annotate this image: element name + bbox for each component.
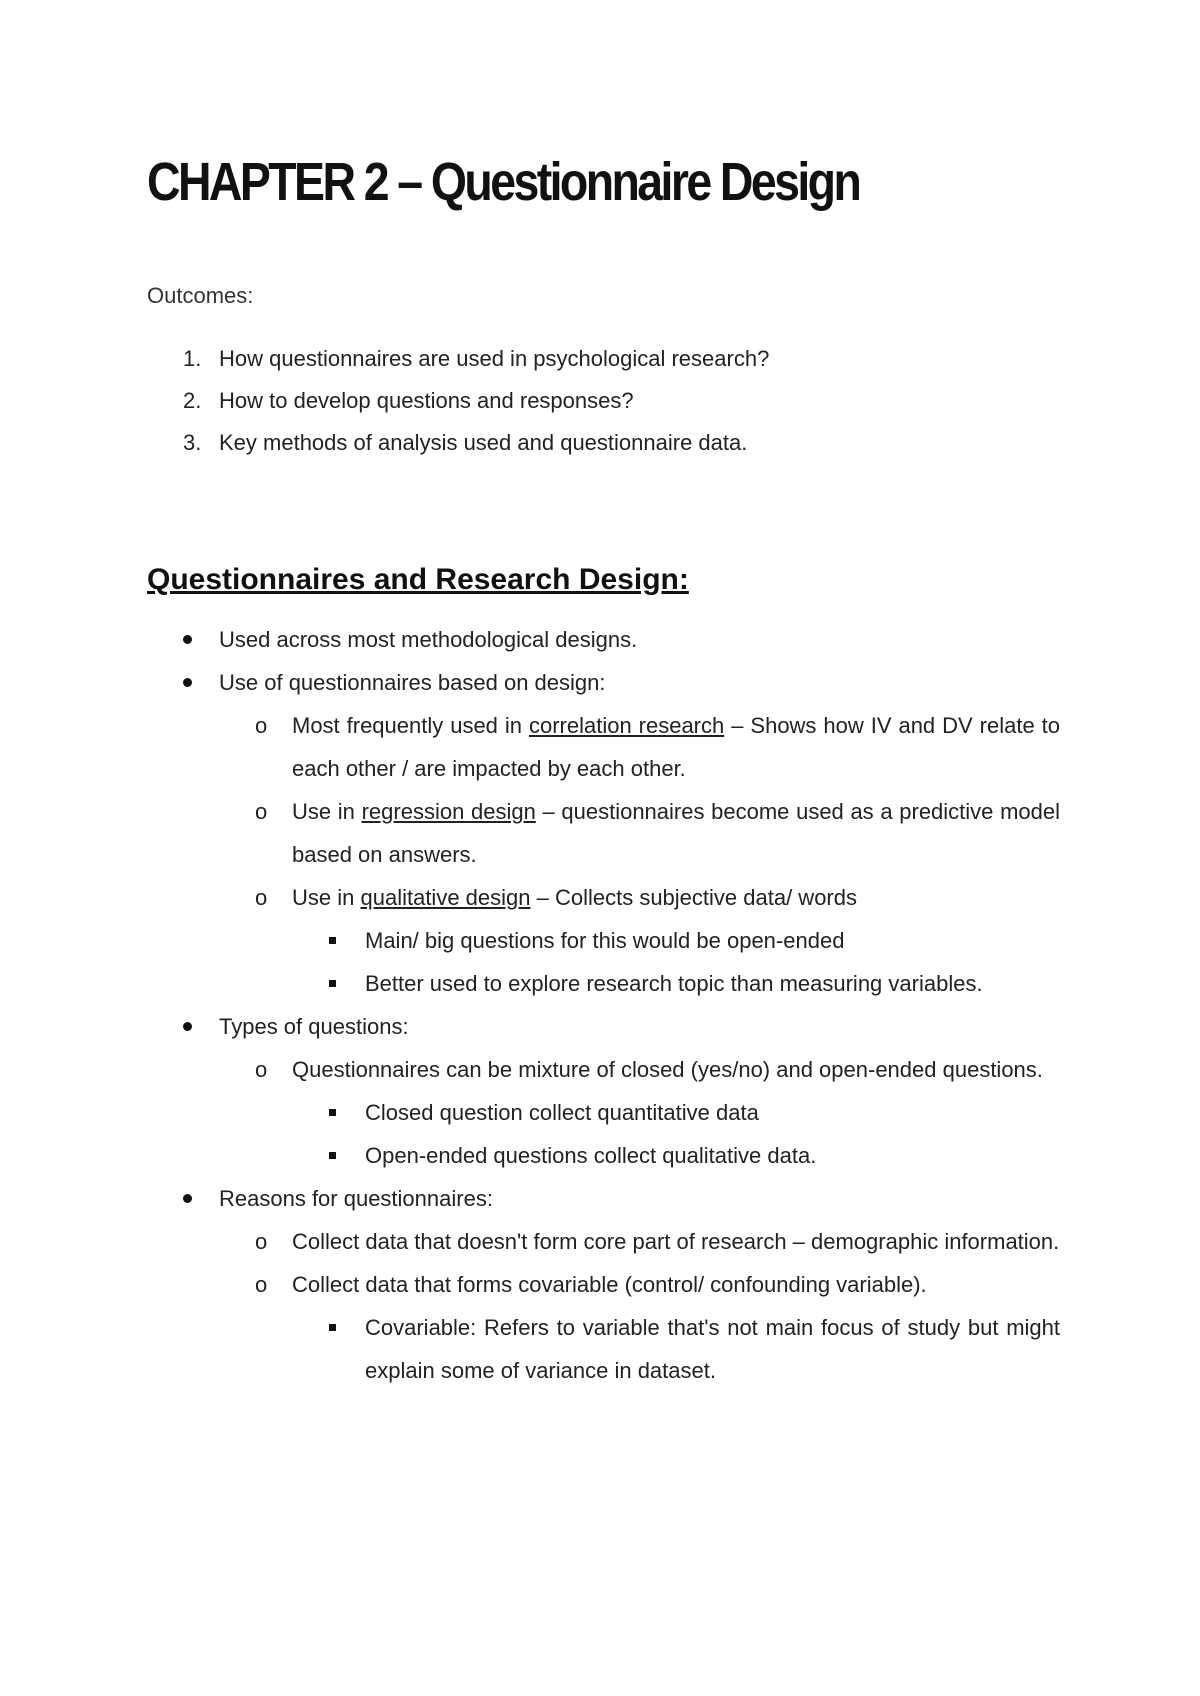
sub-bullet-text: Collect data that doesn't form core part of research – demographic information.: [292, 1229, 1060, 1254]
outcomes-list: [147, 338, 769, 464]
sub-sub-bullet-text: Main/ big questions for this would be open-ended: [365, 928, 845, 953]
bullet-text: Reasons for questionnaires:: [219, 1186, 493, 1211]
outcome-item: [147, 380, 769, 422]
bullet-outline: [147, 618, 1060, 1392]
circle-bullet-icon: o: [255, 713, 268, 738]
sub-bullet-item: [147, 1263, 1060, 1306]
sub-bullet-item: [147, 1220, 1060, 1263]
circle-bullet-icon: o: [255, 799, 268, 824]
square-bullet-icon: [329, 962, 336, 1005]
chapter-title: CHAPTER 2 – Questionnaire Design: [147, 152, 860, 212]
sub-bullet-text-post: – questionnaires become used as a predictive model based on answers.: [292, 799, 1060, 867]
sub-bullet-text-pre: Use in: [292, 885, 361, 910]
bullet-text: Used across most methodological designs.: [219, 627, 638, 652]
sub-sub-bullet-text: Covariable: Refers to variable that's not main focus of study but might explain some of variance in dataset.: [365, 1315, 1060, 1383]
sub-sub-bullet-item: [147, 1134, 1060, 1177]
sub-sub-bullet-text: Open-ended questions collect qualitative data.: [365, 1143, 817, 1168]
sub-sub-bullet-item: [147, 962, 1060, 1005]
bullet-item: [147, 1005, 1060, 1048]
circle-bullet-icon: o: [255, 885, 268, 910]
bullet-item: [147, 661, 1060, 704]
square-bullet-icon: [329, 1091, 336, 1134]
outcomes-label: Outcomes:: [147, 283, 254, 308]
sub-bullet-text: Collect data that forms covariable (control/ confounding variable).: [292, 1272, 927, 1297]
outcome-text: Key methods of analysis used and questionnaire data.: [219, 430, 748, 455]
circle-bullet-icon: o: [255, 1229, 268, 1254]
outcome-item: [147, 422, 769, 464]
bullet-dot-icon: [183, 1177, 192, 1220]
outcome-number: 1.: [183, 346, 202, 371]
underlined-term: qualitative design: [360, 885, 531, 910]
bullet-dot-icon: [183, 618, 192, 661]
sub-bullet-item: [147, 1048, 1060, 1091]
section-heading: Questionnaires and Research Design:: [147, 563, 689, 596]
underlined-term: correlation research: [528, 713, 725, 738]
outcome-number: 3.: [183, 430, 202, 455]
outcome-text: How questionnaires are used in psychological research?: [219, 346, 770, 371]
circle-bullet-icon: o: [255, 1272, 268, 1297]
sub-sub-bullet-item: [147, 1091, 1060, 1134]
sub-sub-bullet-text: Closed question collect quantitative data: [365, 1100, 759, 1125]
sub-bullet-item: [147, 790, 1060, 876]
outcome-number: 2.: [183, 388, 202, 413]
sub-bullet-text-post: – Shows how IV and DV relate to each other / are impacted by each other.: [292, 713, 1060, 781]
outcome-item: [147, 338, 769, 380]
sub-bullet-item: [147, 704, 1060, 790]
bullet-item: [147, 1177, 1060, 1220]
outcome-text: How to develop questions and responses?: [219, 388, 634, 413]
circle-bullet-icon: o: [255, 1057, 268, 1082]
bullet-dot-icon: [183, 1005, 192, 1048]
sub-sub-bullet-text: Better used to explore research topic than measuring variables.: [365, 971, 983, 996]
square-bullet-icon: [329, 1306, 336, 1349]
bullet-dot-icon: [183, 661, 192, 704]
square-bullet-icon: [329, 919, 336, 962]
sub-bullet-text-pre: Use in: [292, 799, 362, 824]
sub-bullet-text-post: – Collects subjective data/ words: [530, 885, 857, 910]
sub-bullet-text-pre: Most frequently used in: [292, 713, 529, 738]
square-bullet-icon: [329, 1134, 336, 1177]
sub-bullet-item: [147, 876, 1060, 919]
sub-sub-bullet-item: [147, 919, 1060, 962]
sub-sub-bullet-item: [147, 1306, 1060, 1392]
sub-bullet-text: Questionnaires can be mixture of closed (yes/no) and open-ended questions.: [292, 1057, 1043, 1082]
bullet-text: Use of questionnaires based on design:: [219, 670, 606, 695]
underlined-term: regression design: [361, 799, 536, 824]
bullet-text: Types of questions:: [219, 1014, 409, 1039]
bullet-item: [147, 618, 1060, 661]
